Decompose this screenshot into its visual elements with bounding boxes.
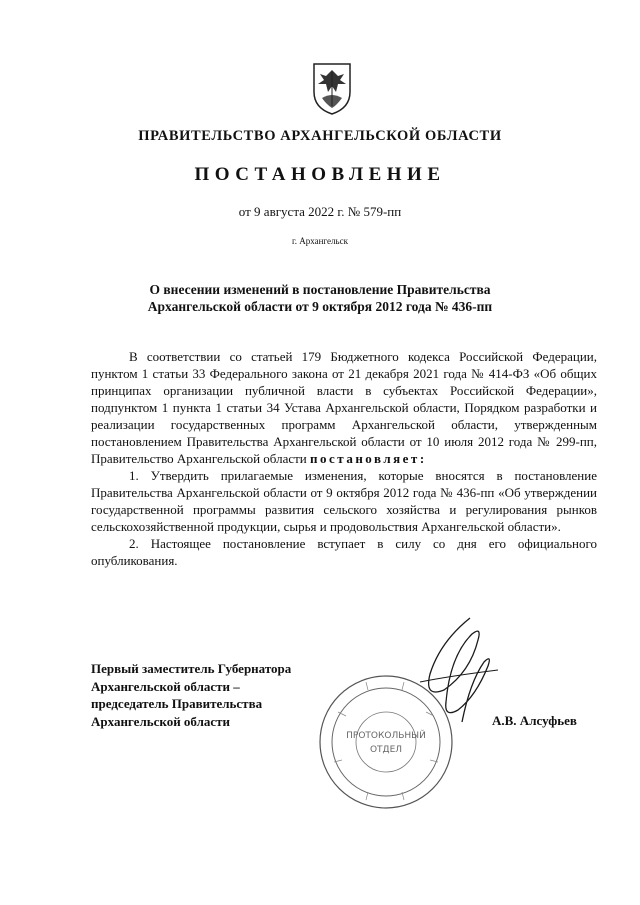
signatory-name: А.В. Алсуфьев [492,713,577,728]
signatory-title-line-1: Первый заместитель Губернатора [91,661,292,676]
decree-word: постановляет [310,451,420,466]
subject-line-2: Архангельской области от 9 октября 2012 года № 436-пп [147,299,493,314]
item-1-paragraph: 1. Утвердить прилагаемые изменения, которые вносятся в постановление Правительства Архангельской области от 9 октября 2012 года № 436-пп «Об утверждении государственной программы развития сельского хозяйства и регулирования рынков сельскохозяйственной продукции, сырья и продовольствия Архангельской области». [91,468,597,534]
official-round-stamp [316,672,456,812]
organization-title: ПРАВИТЕЛЬСТВО АРХАНГЕЛЬСКОЙ ОБЛАСТИ [138,128,502,144]
document-type: ПОСТАНОВЛЕНИЕ [194,164,446,185]
subject-line-1: О внесении изменений в постановление Правительства [149,282,491,297]
document-body [91,348,597,569]
date-and-number: от 9 августа 2022 г. № 579-пп [238,204,402,219]
signatory-title-line-4: Архангельской области [91,713,231,729]
city: г. Архангельск [292,236,348,246]
stamp-text-line-1: ПРОТОКОЛЬНЫЙ [346,731,426,741]
coat-of-arms-icon [312,62,352,116]
signatory-title [91,660,291,730]
item-2-paragraph: 2. Настоящее постановление вступает в силу со дня его официального опубликования. [91,536,597,568]
document-subject [0,281,640,315]
intro-paragraph [91,348,597,467]
intro-text: В соответствии со статьей 179 Бюджетного кодекса Российской Федерации, пунктом 1 статьи 33 Федерального закона от 21 декабря 2021 года № 414-ФЗ «Об общих принципах организации публичной власти в субъектах Российской Федерации», подпунктом 1 пункта 1 статьи 34 Устава Архангельской области, Порядком разработки и реализации государственных программ Архангельской области, утвержденным постановлением Правительства Архангельской области от 10 июля 2012 года № 299-пп, Правительство Архангельской области [91,349,597,466]
signatory-title-line-3: председатель Правительства [91,696,263,711]
decree-colon: : [419,451,425,466]
signatory-title-line-2: Архангельской области – [91,678,240,694]
stamp-text-line-2: ОТДЕЛ [369,745,403,755]
